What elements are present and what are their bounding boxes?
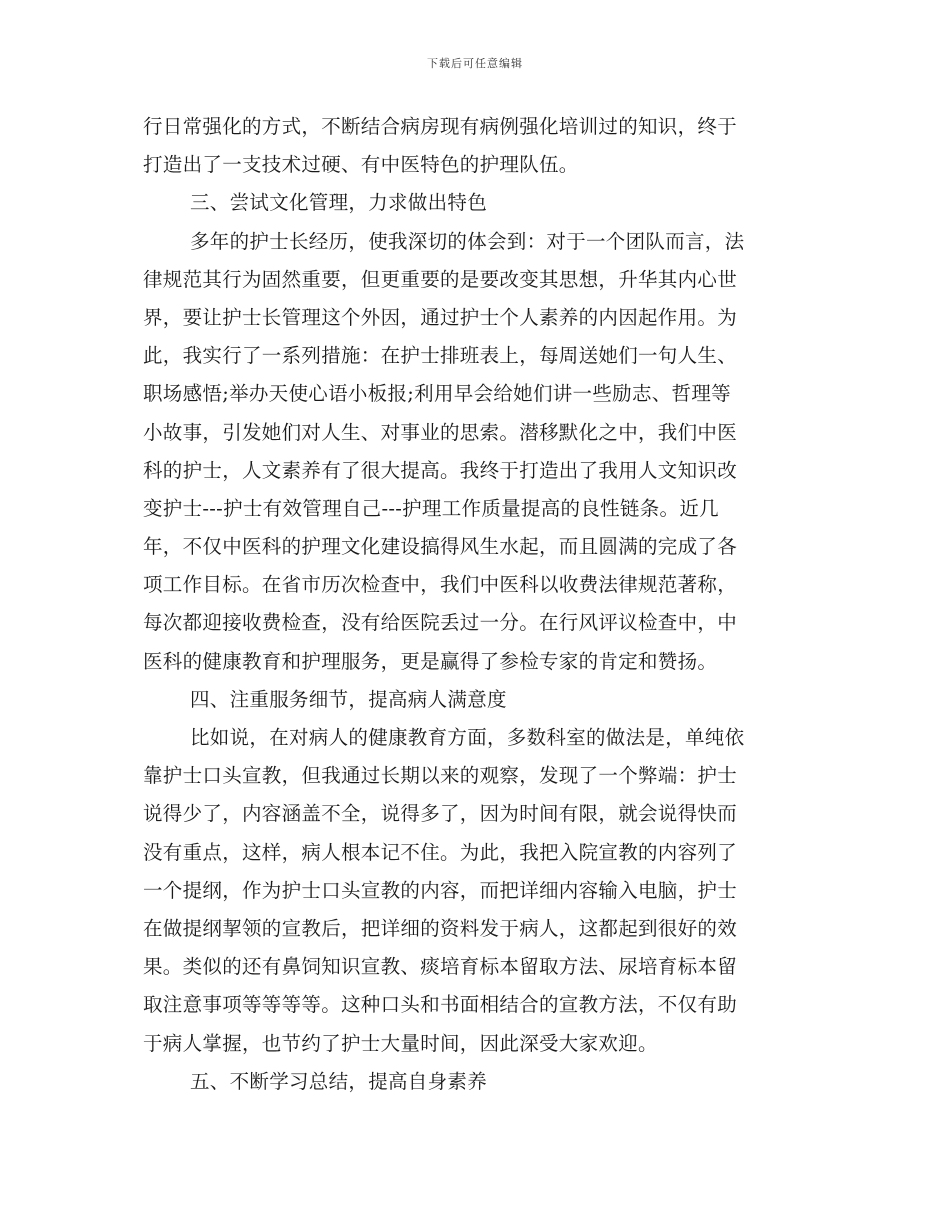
text-line: 打造出了一支技术过硬、有中医特色的护理队伍。 <box>143 153 579 177</box>
document-body <box>143 108 823 1101</box>
text-line: 果。类似的还有鼻饲知识宣教、痰培育标本留取方法、尿培育标本留 <box>143 955 738 979</box>
text-line: 行日常强化的方式，不断结合病房现有病例强化培训过的知识，终于 <box>143 115 738 138</box>
text-line: 年，不仅中医科的护理文化建设搞得风生水起，而且圆满的完成了各 <box>143 535 738 559</box>
text-line: 靠护士口头宣教，但我通过长期以来的观察，发现了一个弊端：护士 <box>143 764 738 788</box>
text-line: 科的护士，人文素养有了很大提高。我终于打造出了我用人文知识改 <box>143 458 738 482</box>
text-line: 一个提纲，作为护士口头宣教的内容，而把详细内容输入电脑，护士 <box>143 878 738 902</box>
text-line: 没有重点，这样，病人根本记不住。为此，我把入院宣教的内容列了 <box>143 840 738 864</box>
section-heading: 三、尝试文化管理，力求做出特色 <box>190 191 488 215</box>
text-line: 律规范其行为固然重要，但更重要的是要改变其思想，升华其内心世 <box>143 267 738 291</box>
text-line: 变护士---护士有效管理自己---护理工作质量提高的良性链条。近几 <box>143 496 719 520</box>
text-line: 每次都迎接收费检查，没有给医院丢过一分。在行风评议检查中，中 <box>143 611 738 635</box>
text-line: 在做提纲挈领的宣教后，把详细的资料发于病人，这都起到很好的效 <box>143 916 738 940</box>
page-header: 下载后可任意编辑 <box>427 57 523 70</box>
text-line: 比如说，在对病人的健康教育方面，多数科室的做法是，单纯依 <box>190 726 745 749</box>
text-line: 界，要让护士长管理这个外因，通过护士个人素养的内因起作用。为 <box>143 305 738 329</box>
section-heading: 四、注重服务细节，提高病人满意度 <box>190 687 507 711</box>
text-line: 取注意事项等等等等。这种口头和书面相结合的宣教方法，不仅有助 <box>143 993 738 1017</box>
text-line: 项工作目标。在省市历次检查中，我们中医科以收费法律规范著称， <box>143 573 738 597</box>
section-heading: 五、不断学习总结，提高自身素养 <box>190 1069 488 1093</box>
text-line: 医科的健康教育和护理服务，更是赢得了参检专家的肯定和赞扬。 <box>143 649 718 673</box>
text-line: 此，我实行了一系列措施：在护士排班表上，每周送她们一句人生、 <box>143 344 738 368</box>
text-line: 说得少了，内容涵盖不全，说得多了，因为时间有限，就会说得快而 <box>143 802 738 826</box>
text-line: 小故事，引发她们对人生、对事业的思索。潜移默化之中，我们中医 <box>143 420 738 444</box>
text-line: 职场感悟;举办天使心语小板报;利用早会给她们讲一些励志、哲理等 <box>143 382 731 406</box>
text-line: 多年的护士长经历，使我深切的体会到：对于一个团队而言，法 <box>190 229 745 253</box>
text-line: 于病人掌握，也节约了护士大量时间，因此深受大家欢迎。 <box>143 1031 658 1055</box>
